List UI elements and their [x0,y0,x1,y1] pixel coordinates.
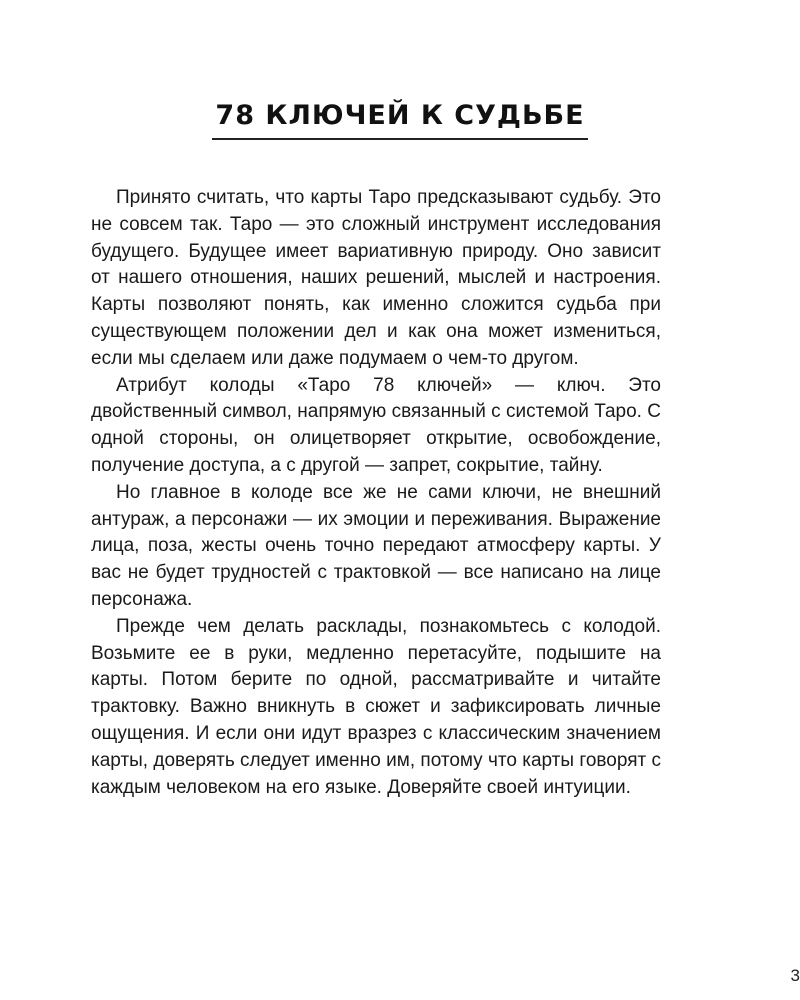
paragraph-4: Прежде чем делать расклады, познакомьтесь с колодой. Возьмите ее в руки, медленно перетасуйте, подышите на карты. Потом берите по одной, рассматривайте и читайте трактовку. Важно вникнуть в сюжет и зафиксировать личные ощущения. И если они идут вразрез с классическим значением карты, доверять следует именно им, потому что карты говорят с каждым человеком на его языке. Доверяйте своей интуиции. [91,615,661,798]
paragraph-1: Принято считать, что карты Таро предсказывают судьбу. Это не совсем так. Таро — это сложный инструмент исследования будущего. Будущее имеет вариативную природу. Оно зависит от нашего отношения, наших решений, мыслей и настроения. Карты позволяют понять, как именно сложится судьба при существующем положении дел и как она может измениться, если мы сделаем или даже подумаем о чем-то другом. [91,187,661,369]
page-number: 3 [790,966,800,985]
page-title: 78 КЛЮЧЕЙ К СУДЬБЕ [212,100,587,140]
body-text [91,185,661,801]
paragraph-2: Атрибут колоды «Таро 78 ключей» — ключ. Это двойственный символ, напрямую связанный с системой Таро. С одной стороны, он олицетворяет открытие, освобождение, получение доступа, а с другой — запрет, сокрытие, тайну. [91,374,661,476]
page-title-block [0,100,800,140]
paragraph-3: Но главное в колоде все же не сами ключи, не внешний антураж, а персонажи — их эмоции и переживания. Выражение лица, поза, жесты очень точно передают атмосферу карты. У вас не будет трудностей с трактовкой — все написано на лице персонажа. [91,481,661,610]
